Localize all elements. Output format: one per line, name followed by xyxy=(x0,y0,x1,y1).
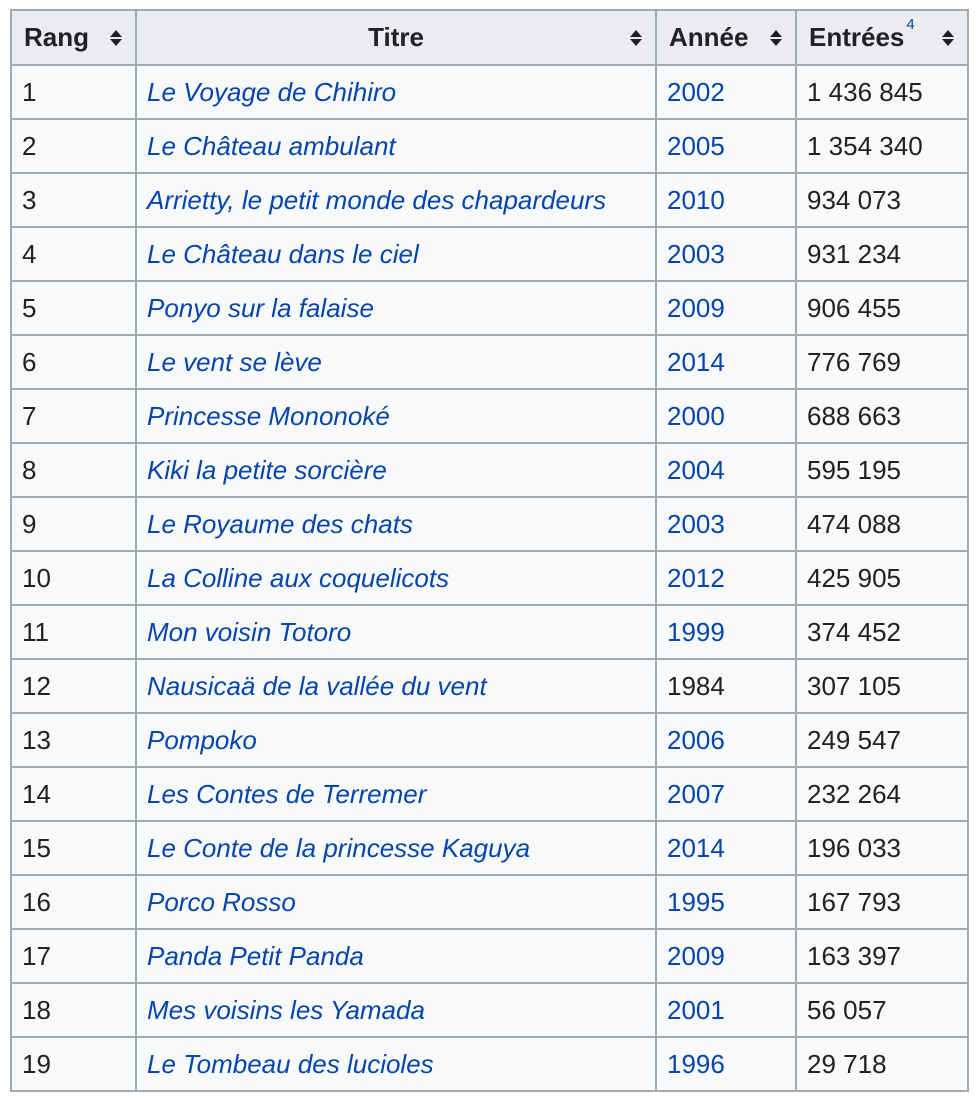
cell-rang: 5 xyxy=(11,281,136,335)
sort-arrows-icon[interactable] xyxy=(941,29,955,47)
cell-titre xyxy=(136,497,656,551)
table-row xyxy=(11,443,968,497)
cell-entrees: 163 397 xyxy=(796,929,968,983)
year-link[interactable]: 2005 xyxy=(667,130,725,161)
year-link[interactable]: 2010 xyxy=(667,184,725,215)
cell-annee xyxy=(656,605,796,659)
cell-entrees: 688 663 xyxy=(796,389,968,443)
cell-rang: 4 xyxy=(11,227,136,281)
year-link[interactable]: 2003 xyxy=(667,238,725,269)
film-title-link[interactable]: Pompoko xyxy=(147,724,257,755)
film-title-link[interactable]: La Colline aux coquelicots xyxy=(147,562,450,593)
year-link[interactable]: 2002 xyxy=(667,76,725,107)
cell-rang: 3 xyxy=(11,173,136,227)
cell-annee xyxy=(656,281,796,335)
table-row xyxy=(11,119,968,173)
cell-titre xyxy=(136,335,656,389)
cell-entrees: 249 547 xyxy=(796,713,968,767)
year-link[interactable]: 2003 xyxy=(667,508,725,539)
film-title-link[interactable]: Le Tombeau des lucioles xyxy=(147,1048,434,1079)
table-row xyxy=(11,227,968,281)
cell-rang: 6 xyxy=(11,335,136,389)
cell-annee xyxy=(656,173,796,227)
cell-entrees: 931 234 xyxy=(796,227,968,281)
cell-rang: 10 xyxy=(11,551,136,605)
cell-entrees: 1 354 340 xyxy=(796,119,968,173)
cell-annee xyxy=(656,713,796,767)
table-row xyxy=(11,929,968,983)
cell-entrees: 474 088 xyxy=(796,497,968,551)
cell-entrees: 934 073 xyxy=(796,173,968,227)
cell-rang: 16 xyxy=(11,875,136,929)
cell-titre xyxy=(136,875,656,929)
table-container xyxy=(10,9,969,1092)
film-title-link[interactable]: Le Conte de la princesse Kaguya xyxy=(147,832,531,863)
cell-rang: 2 xyxy=(11,119,136,173)
year-link[interactable]: 2006 xyxy=(667,724,725,755)
column-header-entrees-label: Entrées xyxy=(809,22,905,52)
cell-rang: 17 xyxy=(11,929,136,983)
cell-annee xyxy=(656,335,796,389)
table-row xyxy=(11,389,968,443)
film-title-link[interactable]: Le vent se lève xyxy=(147,346,322,377)
cell-entrees: 167 793 xyxy=(796,875,968,929)
table-row xyxy=(11,551,968,605)
cell-annee xyxy=(656,875,796,929)
film-title-link[interactable]: Panda Petit Panda xyxy=(147,940,364,971)
cell-entrees: 56 057 xyxy=(796,983,968,1037)
cell-annee xyxy=(656,1037,796,1091)
cell-titre xyxy=(136,227,656,281)
cell-titre xyxy=(136,713,656,767)
cell-entrees: 307 105 xyxy=(796,659,968,713)
table-row xyxy=(11,983,968,1037)
cell-titre xyxy=(136,551,656,605)
cell-titre xyxy=(136,659,656,713)
reference-link[interactable]: 4 xyxy=(906,16,915,33)
table-row xyxy=(11,821,968,875)
cell-annee xyxy=(656,497,796,551)
cell-titre xyxy=(136,929,656,983)
year-link[interactable]: 2009 xyxy=(667,292,725,323)
film-title-link[interactable]: Princesse Mononoké xyxy=(147,400,390,431)
cell-rang: 7 xyxy=(11,389,136,443)
table-row xyxy=(11,497,968,551)
year-link[interactable]: 1995 xyxy=(667,886,725,917)
table-row xyxy=(11,65,968,119)
cell-rang: 11 xyxy=(11,605,136,659)
cell-annee xyxy=(656,227,796,281)
film-title-link[interactable]: Mon voisin Totoro xyxy=(147,616,352,647)
cell-annee xyxy=(656,929,796,983)
column-header-titre[interactable] xyxy=(136,10,656,65)
cell-annee xyxy=(656,119,796,173)
cell-rang: 8 xyxy=(11,443,136,497)
year-link[interactable]: 2007 xyxy=(667,778,725,809)
year-link[interactable]: 2012 xyxy=(667,562,725,593)
table-row xyxy=(11,767,968,821)
cell-entrees: 776 769 xyxy=(796,335,968,389)
year-link[interactable]: 2004 xyxy=(667,454,725,485)
film-title-link[interactable]: Le Château ambulant xyxy=(147,130,396,161)
column-header-rang-label: Rang xyxy=(24,22,89,52)
film-title-link[interactable]: Kiki la petite sorcière xyxy=(147,454,387,485)
cell-annee: 1984 xyxy=(656,659,796,713)
cell-titre xyxy=(136,983,656,1037)
column-header-annee[interactable] xyxy=(656,10,796,65)
year-link[interactable]: 2014 xyxy=(667,346,725,377)
film-title-link[interactable]: Le Château dans le ciel xyxy=(147,238,419,269)
cell-entrees: 29 718 xyxy=(796,1037,968,1091)
cell-annee xyxy=(656,767,796,821)
cell-rang: 15 xyxy=(11,821,136,875)
table-row xyxy=(11,605,968,659)
film-title-link[interactable]: Le Royaume des chats xyxy=(147,508,413,539)
sort-arrows-icon[interactable] xyxy=(629,29,643,47)
table-row xyxy=(11,659,968,713)
cell-titre xyxy=(136,281,656,335)
cell-entrees: 232 264 xyxy=(796,767,968,821)
year-link[interactable]: 2014 xyxy=(667,832,725,863)
box-office-table xyxy=(10,9,969,1092)
cell-rang: 9 xyxy=(11,497,136,551)
cell-entrees: 425 905 xyxy=(796,551,968,605)
film-title-link[interactable]: Mes voisins les Yamada xyxy=(147,994,425,1025)
film-title-link[interactable]: Porco Rosso xyxy=(147,886,296,917)
column-header-entrees[interactable] xyxy=(796,10,968,65)
table-row xyxy=(11,1037,968,1091)
cell-annee xyxy=(656,983,796,1037)
cell-titre xyxy=(136,767,656,821)
cell-titre xyxy=(136,119,656,173)
sort-arrows-icon[interactable] xyxy=(769,29,783,47)
table-body xyxy=(11,65,968,1091)
year-link[interactable]: 1999 xyxy=(667,616,725,647)
cell-titre xyxy=(136,389,656,443)
cell-titre xyxy=(136,821,656,875)
sort-arrows-icon[interactable] xyxy=(109,29,123,47)
film-title-link[interactable]: Nausicaä de la vallée du vent xyxy=(147,670,487,701)
year-link[interactable]: 2001 xyxy=(667,994,725,1025)
cell-entrees: 374 452 xyxy=(796,605,968,659)
cell-entrees: 906 455 xyxy=(796,281,968,335)
cell-titre xyxy=(136,605,656,659)
year-link[interactable]: 2000 xyxy=(667,400,725,431)
table-row xyxy=(11,173,968,227)
cell-titre xyxy=(136,443,656,497)
cell-annee xyxy=(656,551,796,605)
cell-titre xyxy=(136,173,656,227)
cell-annee xyxy=(656,389,796,443)
cell-rang: 18 xyxy=(11,983,136,1037)
cell-rang: 13 xyxy=(11,713,136,767)
cell-titre xyxy=(136,1037,656,1091)
film-title-link[interactable]: Ponyo sur la falaise xyxy=(147,292,374,323)
cell-titre xyxy=(136,65,656,119)
column-header-annee-label: Année xyxy=(669,22,749,52)
column-header-rang[interactable] xyxy=(11,10,136,65)
cell-annee xyxy=(656,443,796,497)
film-title-link[interactable]: Le Voyage de Chihiro xyxy=(147,76,397,107)
header-row xyxy=(11,10,968,65)
table-row xyxy=(11,335,968,389)
cell-annee xyxy=(656,65,796,119)
cell-entrees: 1 436 845 xyxy=(796,65,968,119)
column-header-titre-label: Titre xyxy=(368,22,424,52)
cell-entrees: 595 195 xyxy=(796,443,968,497)
year-link[interactable]: 2009 xyxy=(667,940,725,971)
cell-rang: 12 xyxy=(11,659,136,713)
film-title-link[interactable]: Arrietty, le petit monde des chapardeurs xyxy=(147,184,607,215)
table-row xyxy=(11,875,968,929)
table-row xyxy=(11,281,968,335)
cell-rang: 14 xyxy=(11,767,136,821)
year-link[interactable]: 1996 xyxy=(667,1048,725,1079)
cell-rang: 1 xyxy=(11,65,136,119)
table-row xyxy=(11,713,968,767)
cell-rang: 19 xyxy=(11,1037,136,1091)
film-title-link[interactable]: Les Contes de Terremer xyxy=(147,778,427,809)
cell-entrees: 196 033 xyxy=(796,821,968,875)
cell-annee xyxy=(656,821,796,875)
